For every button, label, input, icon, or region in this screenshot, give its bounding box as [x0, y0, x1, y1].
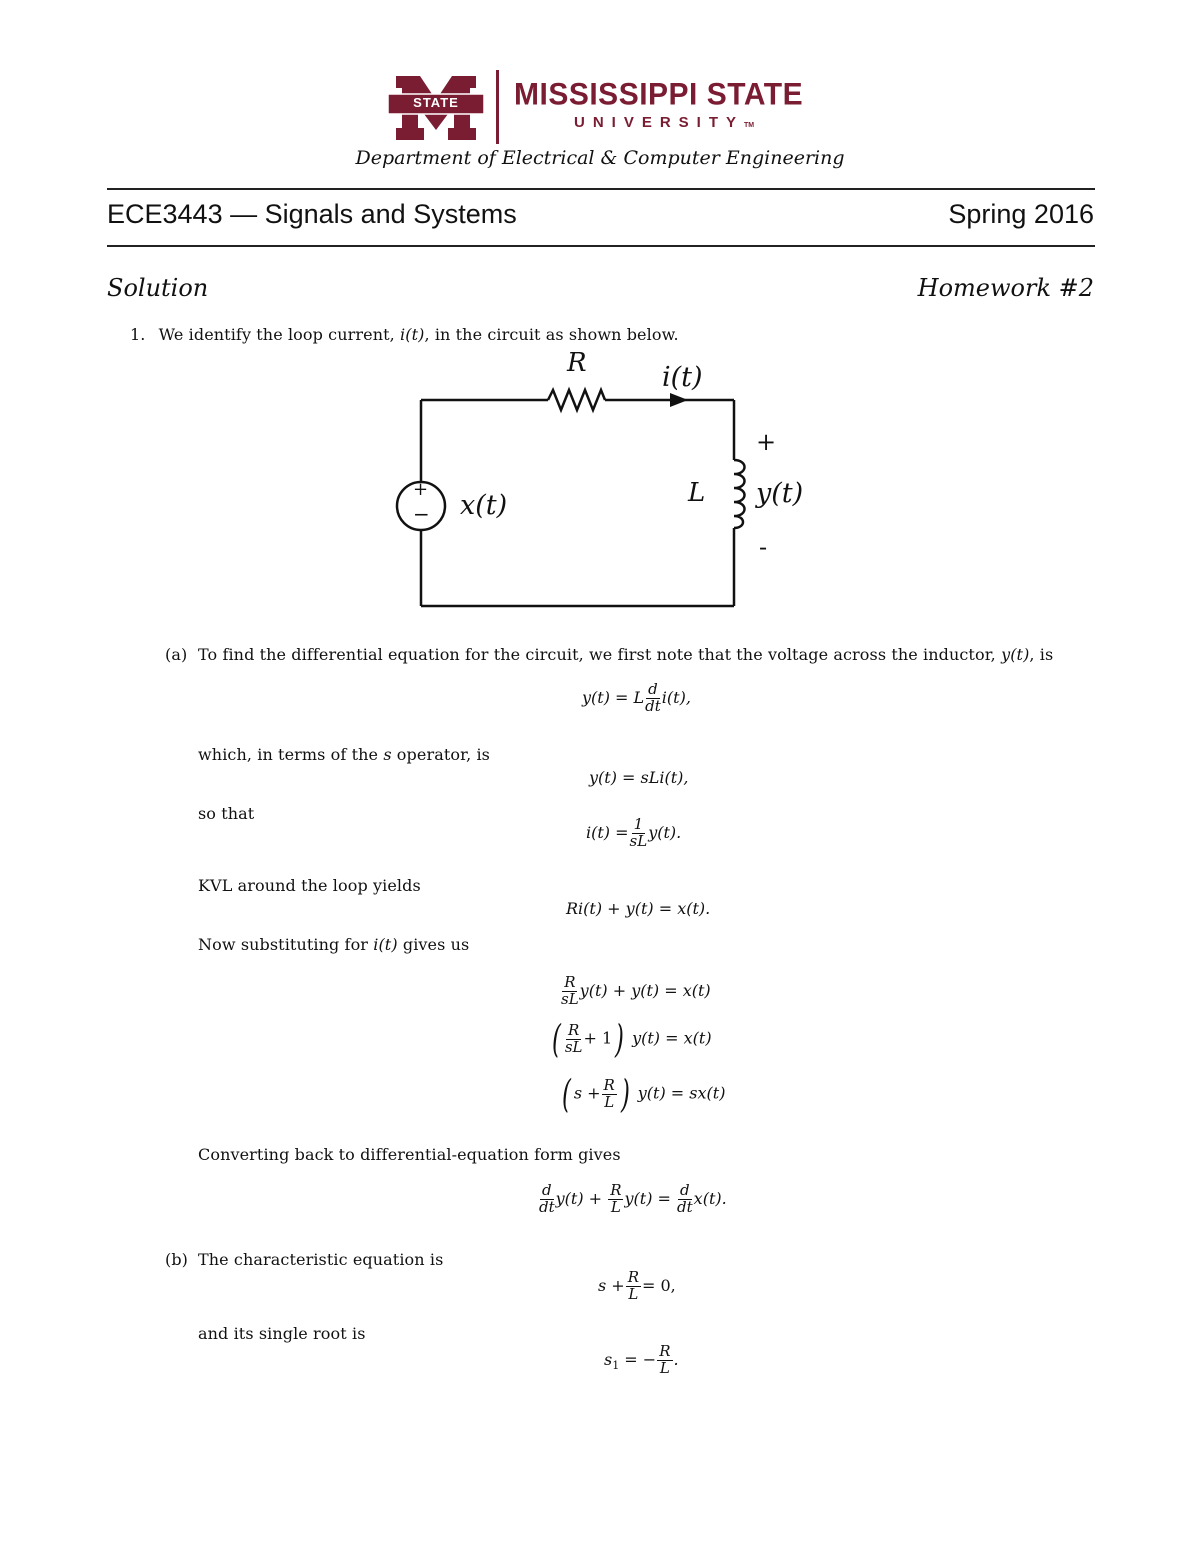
label-L: L [688, 478, 706, 508]
eq6-n2: R [610, 1181, 622, 1199]
eq6-d1: dt [539, 1197, 555, 1216]
eq1-lhs: y(t) = L [582, 687, 645, 707]
eq-kvl: Ri(t) + y(t) = x(t). [566, 899, 711, 918]
source-minus: − [413, 502, 430, 526]
b-eq1-den: L [628, 1284, 639, 1303]
part-b-text: The characteristic equation is [198, 1250, 444, 1269]
eq6-d3: dt [677, 1197, 693, 1216]
course-term: Spring 2016 [948, 199, 1094, 229]
eq5c-rhs: y(t) = sx(t) [637, 1083, 726, 1103]
eq5a-frac [561, 975, 579, 1008]
intro-var: i(t) [400, 325, 425, 344]
course-title: ECE3443 — Signals and Systems [107, 199, 517, 229]
paren-close-2: ) [620, 1072, 630, 1116]
eq5c-den: L [604, 1092, 615, 1111]
part-a-p3: so that [198, 804, 255, 823]
b-eq1-lhs: s + [598, 1275, 625, 1295]
paren-open-2: ( [561, 1072, 571, 1116]
eq5b-den: sL [564, 1037, 583, 1056]
part-a-p2 [198, 745, 490, 764]
eq1-frac [645, 682, 661, 715]
label-minus: - [759, 533, 768, 561]
part-a-text-a: To find the differential equation for the circuit, we first note that the voltage across the inductor, [198, 645, 1002, 664]
intro-text-b: , in the circuit as shown below. [424, 325, 679, 344]
logo-sub-text: UNIVERSITY [574, 114, 745, 131]
b-eq2-sub: 1 [612, 1358, 620, 1372]
logo-tm: TM [744, 122, 755, 129]
source-plus: + [413, 479, 429, 500]
b-eq2-den: L [659, 1358, 670, 1377]
paren-open: ( [551, 1017, 561, 1061]
eq6-n1: d [542, 1181, 552, 1199]
part-a-p4: KVL around the loop yields [198, 876, 421, 895]
eq6-frac1 [539, 1183, 555, 1216]
rl-circuit-diagram [0, 0, 1200, 640]
eq5a-num: R [564, 973, 576, 991]
p5-a: Now substituting for [198, 935, 374, 954]
eq5b-mid: + 1 [583, 1028, 613, 1048]
b-eq2-rhs: . [673, 1349, 679, 1369]
eq3-rhs: y(t). [648, 822, 682, 842]
p2-a: which, in terms of the [198, 745, 384, 764]
paren-close: ) [615, 1017, 625, 1061]
eq3-num: 1 [633, 815, 644, 833]
current-arrow-icon [670, 393, 688, 407]
eq1-num: d [648, 680, 658, 698]
part-b-label: (b) [165, 1250, 189, 1269]
intro-text-a: We identify the loop current, [158, 325, 401, 344]
eq6-t3: x(t). [693, 1188, 727, 1208]
problem-number: 1. [130, 325, 146, 344]
eq5a-rhs: y(t) + y(t) = x(t) [579, 980, 711, 1000]
b-eq1-frac [626, 1270, 641, 1303]
label-input: x(t) [460, 490, 508, 521]
eq6-d2: L [610, 1197, 621, 1216]
label-plus: + [756, 428, 777, 456]
eq3-frac [630, 817, 648, 850]
part-a-p5 [198, 935, 469, 954]
eq6-t2: y(t) = [624, 1188, 671, 1208]
p2-var: s [383, 745, 392, 764]
homework-label: Homework #2 [917, 274, 1094, 302]
b-eq2-frac [657, 1344, 672, 1377]
eq1-rhs: i(t), [661, 687, 691, 707]
label-R: R [567, 348, 587, 378]
eq6-t1: y(t) + [555, 1188, 603, 1208]
logo-badge-text: STATE [413, 95, 459, 110]
eq6-frac2 [608, 1183, 623, 1216]
department-line: Department of Electrical & Computer Engineering [355, 147, 845, 169]
p5-var: i(t) [373, 935, 398, 954]
eq-substitution-3 [559, 1072, 726, 1116]
part-b-text2: and its single root is [198, 1324, 366, 1343]
eq-characteristic [598, 1270, 676, 1303]
eq-substitution-1 [560, 975, 711, 1008]
eq6-frac3 [677, 1183, 693, 1216]
b-eq1-num: R [627, 1268, 639, 1286]
part-a-text-b: , is [1029, 645, 1054, 664]
eq5c-num: R [603, 1075, 615, 1094]
eq-substitution-2 [549, 1017, 712, 1061]
eq-s-operator: y(t) = sLi(t), [589, 768, 689, 787]
eq-root [604, 1344, 679, 1377]
eq-differential [538, 1183, 727, 1216]
b-eq2-lhs: s [604, 1349, 613, 1369]
p5-b: gives us [397, 935, 470, 954]
eq5b-rhs: y(t) = x(t) [632, 1028, 712, 1048]
b-eq1-rhs: = 0, [642, 1275, 676, 1295]
solution-label: Solution [107, 274, 209, 302]
label-output: y(t) [756, 478, 804, 509]
eq5b-frac [564, 1020, 583, 1056]
label-current: i(t) [662, 362, 703, 393]
eq3-lhs: i(t) = [586, 822, 629, 842]
eq1-den: dt [645, 696, 661, 715]
eq-inductor-voltage [582, 682, 691, 715]
p2-b: operator, is [391, 745, 490, 764]
part-a-p6: Converting back to differential-equation form gives [198, 1145, 621, 1164]
eq6-n3: d [680, 1181, 690, 1199]
eq5c-frac [602, 1075, 617, 1111]
eq5b-num: R [568, 1020, 580, 1039]
eq5c-lhs: s + [573, 1083, 601, 1103]
part-a-label: (a) [165, 645, 188, 664]
eq-current [586, 817, 681, 850]
part-a-var: y(t) [1001, 645, 1030, 664]
eq3-den: sL [629, 831, 648, 850]
logo-name: MISSISSIPPI STATE [514, 77, 804, 112]
b-eq2-num: R [659, 1342, 671, 1360]
b-eq2-mid: = − [619, 1349, 657, 1369]
part-a-text [198, 645, 1053, 664]
eq5a-den: sL [561, 989, 579, 1008]
